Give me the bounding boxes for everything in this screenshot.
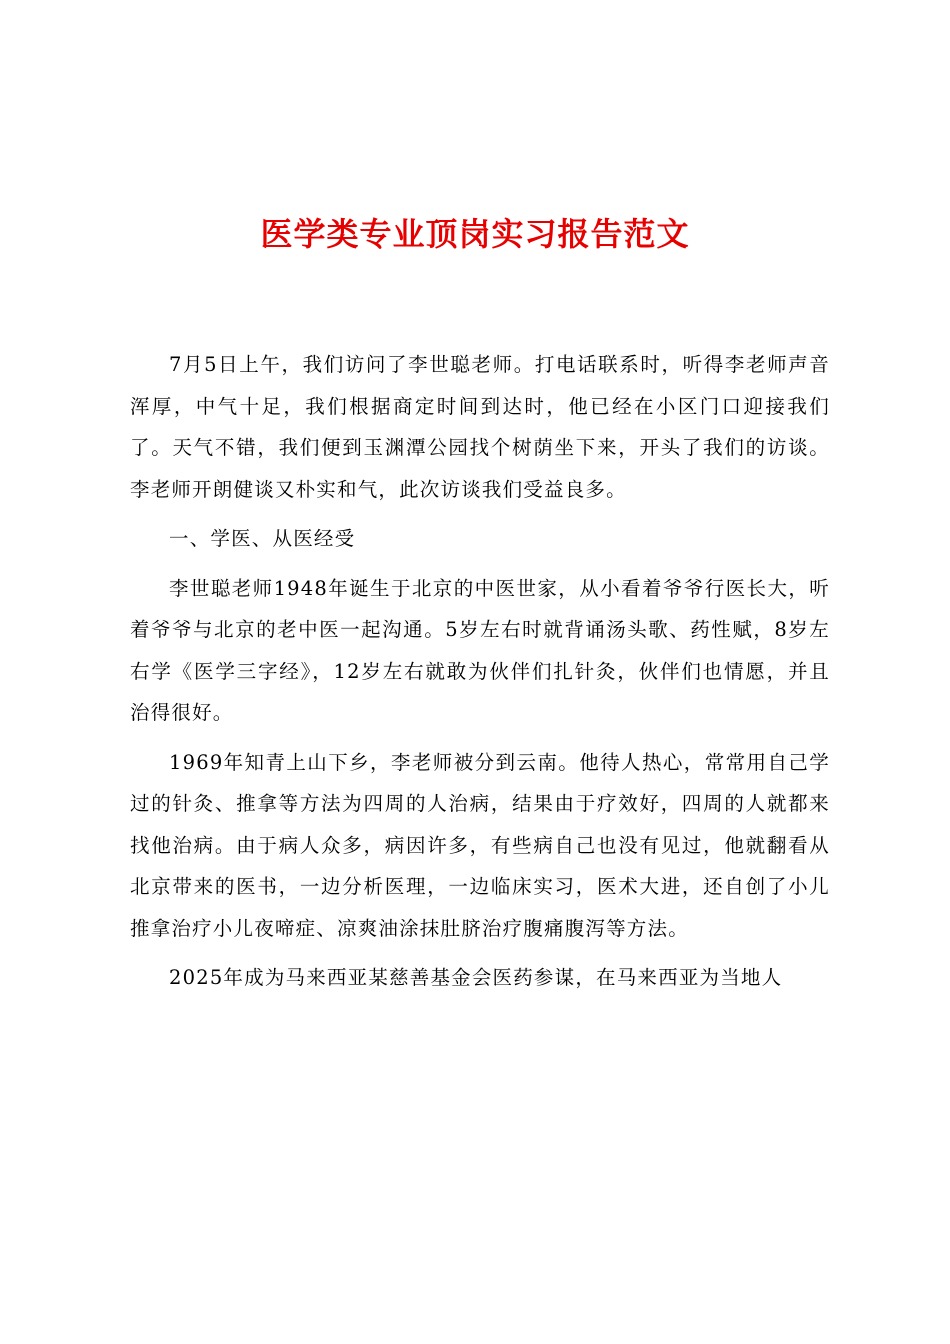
section-heading: 一、学医、从医经受 <box>169 527 356 550</box>
paragraph-malaysia: 2025年成为马来西亚某慈善基金会医药参谋，在马来西亚为当地人 <box>169 966 783 989</box>
paragraph-childhood: 李世聪老师1948年诞生于北京的中医世家，从小看着爷爷行医长大，听着爷爷与北京的老中医一起沟通。5岁左右时就背诵汤头歌、药性赋，8岁左右学《医学三字经》，12岁左右就敢为伙伴们扎针灸，伙伴们也情愿，并且治得很好。 <box>130 576 830 724</box>
document-title: 医学类专业顶岗实习报告范文 <box>260 215 690 253</box>
document-body <box>130 344 830 1007</box>
paragraph-intro: 7月5日上午，我们访问了李世聪老师。打电话联系时，听得李老师声音浑厚，中气十足，我们根据商定时间到达时，他已经在小区门口迎接我们了。天气不错，我们便到玉渊潭公园找个树荫坐下来，开头了我们的访谈。李老师开朗健谈又朴实和气，此次访谈我们受益良多。 <box>130 353 830 501</box>
paragraph-yunnan: 1969年知青上山下乡，李老师被分到云南。他待人热心，常常用自己学过的针灸、推拿等方法为四周的人治病，结果由于疗效好，四周的人就都来找他治病。由于病人众多，病因许多，有些病自己也没有见过，他就翻看从北京带来的医书，一边分析医理，一边临床实习，医术大进，还自创了小儿推拿治疗小儿夜啼症、凉爽油涂抹肚脐治疗腹痛腹泻等方法。 <box>130 750 830 940</box>
